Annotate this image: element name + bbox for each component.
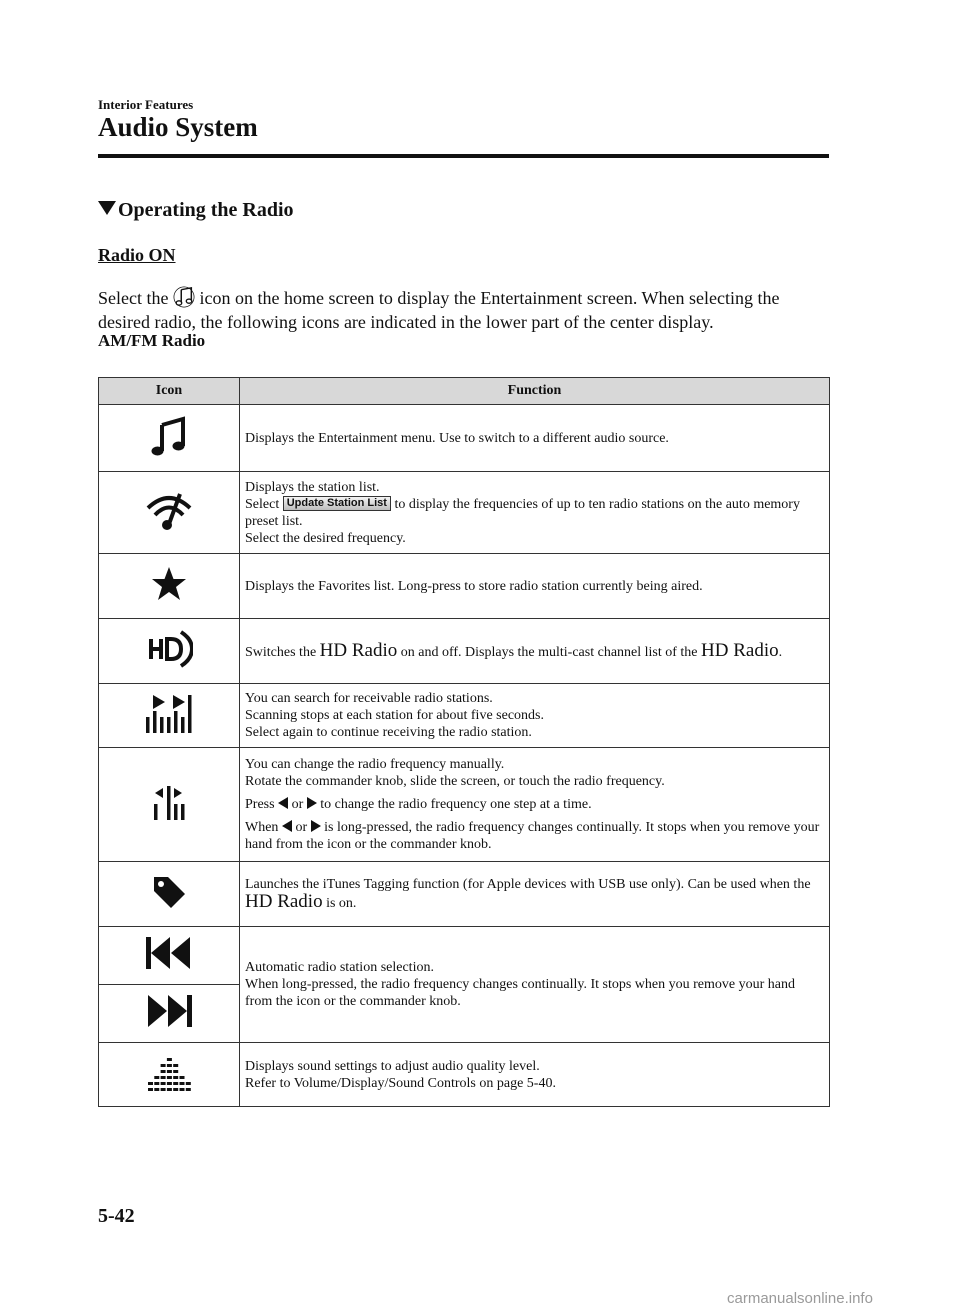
music-note-icon [147,414,191,458]
table-row [99,554,830,619]
hd-text-mid: on and off. Displays the multi-cast channel list of the [397,644,702,660]
seek-previous-icon [144,935,194,971]
table-row [99,619,830,684]
table-row [99,927,830,985]
band-label: AM/FM Radio [98,331,206,350]
column-header-icon: Icon [99,378,240,405]
when-pre: When [245,820,282,835]
triangle-right-icon [307,797,317,809]
station-list-line2 [245,496,825,530]
column-header-function: Function [240,378,830,405]
seek-line2: When long-pressed, the radio frequency changes continually. It stops when you remove your hand from the icon or the commander knob. [245,977,795,1009]
intro-text-end: icon on the home screen to display the Entertainment screen. When selecting the desired radio, the following icons are indicated in the lower part of the center display. [98,288,780,332]
function-hd-radio [240,619,830,684]
hd-radio-label: HD Radio [701,639,779,661]
station-list-desc: to display the frequencies of up to ten radio stations on the auto memory preset list. [245,496,800,529]
seek-next-icon [144,993,194,1029]
scan-icon [143,691,195,735]
table-row [99,472,830,554]
hd-radio-icon [145,627,193,671]
triangle-left-icon [278,797,288,809]
radio-signal-icon [144,488,194,532]
topic-heading [98,199,294,222]
scan-line3: Select again to continue receiving the radio station. [245,725,532,740]
footer-url: carmanualsonline.info [727,1290,873,1307]
function-manual-tune [240,748,830,862]
triangle-down-icon [98,201,116,215]
or-word: or [291,820,311,835]
manual-line1: You can change the radio frequency manually. [245,757,505,772]
table-row [99,748,830,862]
intro-text-start: Select the [98,288,173,308]
station-list-line1: Displays the station list. [245,479,380,495]
sound-line1: Displays sound settings to adjust audio quality level. [245,1058,540,1074]
function-station-list [240,472,830,554]
manual-when-line [245,819,825,853]
function-table [98,377,830,1107]
manual-press-line [245,796,825,813]
sound-line2: Refer to Volume/Display/Sound Controls on page 5-40. [245,1075,556,1091]
tagging-pre: Launches the iTunes Tagging function (for Apple devices with USB use only). Can be used when the [245,877,811,892]
function-sound [240,1043,830,1107]
scan-line2: Scanning stops at each station for about five seconds. [245,708,544,723]
hd-radio-label: HD Radio [245,891,323,912]
hd-text-post: . [778,644,783,660]
chapter-title: Audio System [98,112,258,142]
star-icon [150,565,188,603]
table-header-row [99,378,830,405]
press-post: to change the radio frequency one step at a time. [316,797,592,812]
when-post: is long-pressed, the radio frequency changes continually. It stops when you remove your hand from the icon or the commander knob. [245,820,820,852]
triangle-left-icon [282,820,292,832]
hd-radio-label: HD Radio [319,639,398,661]
hd-text-pre: Switches the [245,644,320,660]
page-number: 5-42 [98,1205,135,1227]
station-list-line3: Select the desired frequency. [245,530,406,546]
or-word: or [288,797,307,812]
section-label: Interior Features [98,97,194,112]
header-rule [98,154,829,158]
table-row [99,1043,830,1107]
function-tagging [240,862,830,927]
table-row [99,684,830,748]
table-row [99,405,830,472]
manual-line2: Rotate the commander knob, slide the screen, or touch the radio frequency. [245,774,665,789]
scan-line1: You can search for receivable radio stations. [245,691,493,706]
seek-line1: Automatic radio station selection. [245,960,434,975]
manual-tune-icon [149,782,189,822]
function-favorites: Displays the Favorites list. Long-press to store radio station currently being aired. [240,554,830,619]
subheading: Radio ON [98,245,176,265]
press-pre: Press [245,797,279,812]
triangle-right-icon [311,820,321,832]
tag-icon [150,873,188,911]
function-scan [240,684,830,748]
function-entertainment: Displays the Entertainment menu. Use to switch to a different audio source. [240,405,830,472]
table-row [99,862,830,927]
select-word: Select [245,496,283,512]
equalizer-icon [144,1050,194,1094]
music-note-icon [173,286,195,308]
function-seek [240,927,830,1043]
topic-title: Operating the Radio [118,199,294,221]
intro-paragraph [98,286,833,334]
update-station-list-button: Update Station List [283,496,391,511]
tagging-post: is on. [322,896,357,911]
